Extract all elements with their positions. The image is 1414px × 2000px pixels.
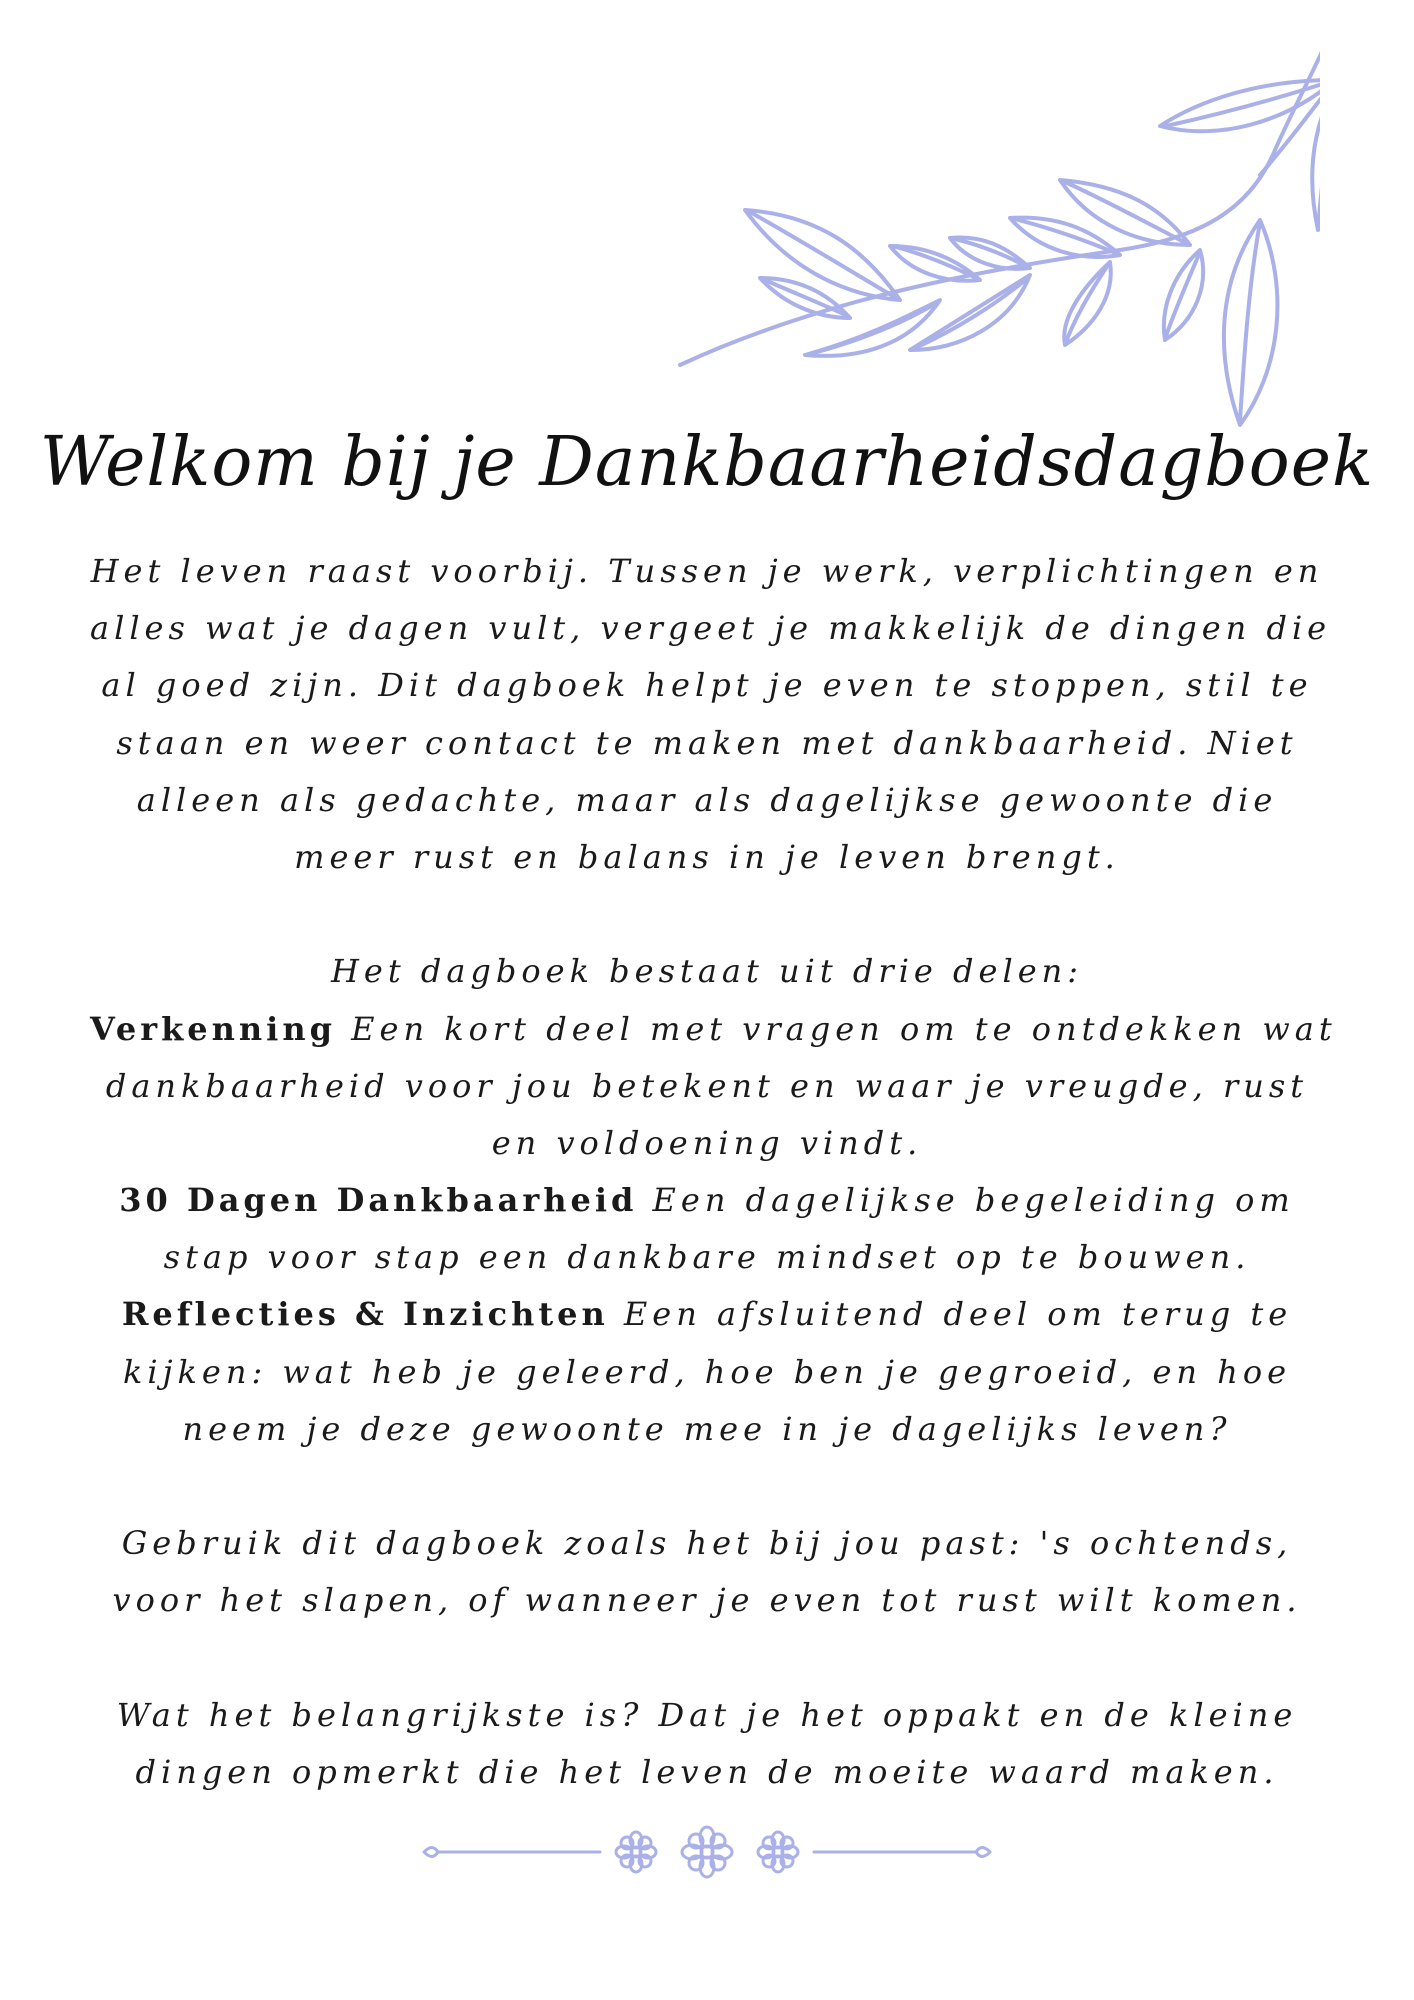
part-name: 30 Dagen Dankbaarheid bbox=[119, 1181, 638, 1220]
part-verkenning bbox=[90, 1001, 1337, 1058]
intro-line: meer rust en balans in je leven brengt. bbox=[294, 837, 1120, 876]
usage-line: voor het slapen, of wanneer je even tot rust wilt komen. bbox=[112, 1581, 1302, 1620]
intro-line: alleen als gedachte, maar als dagelijkse gewoonte die bbox=[136, 780, 1278, 819]
part-description: en voldoening vindt. bbox=[491, 1123, 923, 1162]
part-description: kijken: wat heb je geleerd, hoe ben je gegroeid, en hoe bbox=[122, 1352, 1292, 1391]
closing-line: Wat het belangrijkste is? Dat je het oppakt en de kleine bbox=[116, 1695, 1298, 1734]
intro-line: alles wat je dagen vult, vergeet je makkelijk de dingen die bbox=[90, 609, 1332, 648]
intro-line: staan en weer contact te maken met dankbaarheid. Niet bbox=[116, 723, 1298, 762]
usage-line: Gebruik dit dagboek zoals het bij jou past: 's ochtends, bbox=[121, 1524, 1293, 1563]
part-description: neem je deze gewoonte mee in je dagelijks leven? bbox=[182, 1409, 1232, 1448]
part-name: Reflecties & Inzichten bbox=[121, 1295, 609, 1334]
part-30-dagen bbox=[90, 1172, 1324, 1229]
leaf-branch-icon bbox=[560, 0, 1320, 440]
part-description: stap voor stap een dankbare mindset op te bouwen. bbox=[163, 1238, 1251, 1277]
intro-line: Het leven raast voorbij. Tussen je werk, verplichtingen en bbox=[90, 552, 1324, 590]
part-description: Een afsluitend deel om terug te bbox=[608, 1295, 1293, 1334]
body-text bbox=[90, 543, 1337, 1801]
part-description: Een kort deel met vragen om te ontdekken wat bbox=[335, 1009, 1337, 1048]
intro-line: al goed zijn. Dit dagboek helpt je even te stoppen, stil te bbox=[101, 666, 1313, 705]
flower-divider-icon bbox=[420, 1822, 994, 1882]
part-name: Verkenning bbox=[90, 1009, 336, 1048]
part-description: Een dagelijkse begeleiding om bbox=[637, 1181, 1295, 1220]
part-description: dankbaarheid voor jou betekent en waar je vreugde, rust bbox=[105, 1066, 1309, 1105]
part-reflecties bbox=[90, 1286, 1324, 1343]
parts-heading: Het dagboek bestaat uit drie delen: bbox=[330, 952, 1084, 991]
page-title: Welkom bij je Dankbaarheidsdagboek bbox=[39, 423, 1375, 502]
closing-line: dingen opmerkt die het leven de moeite waard maken. bbox=[135, 1752, 1279, 1791]
